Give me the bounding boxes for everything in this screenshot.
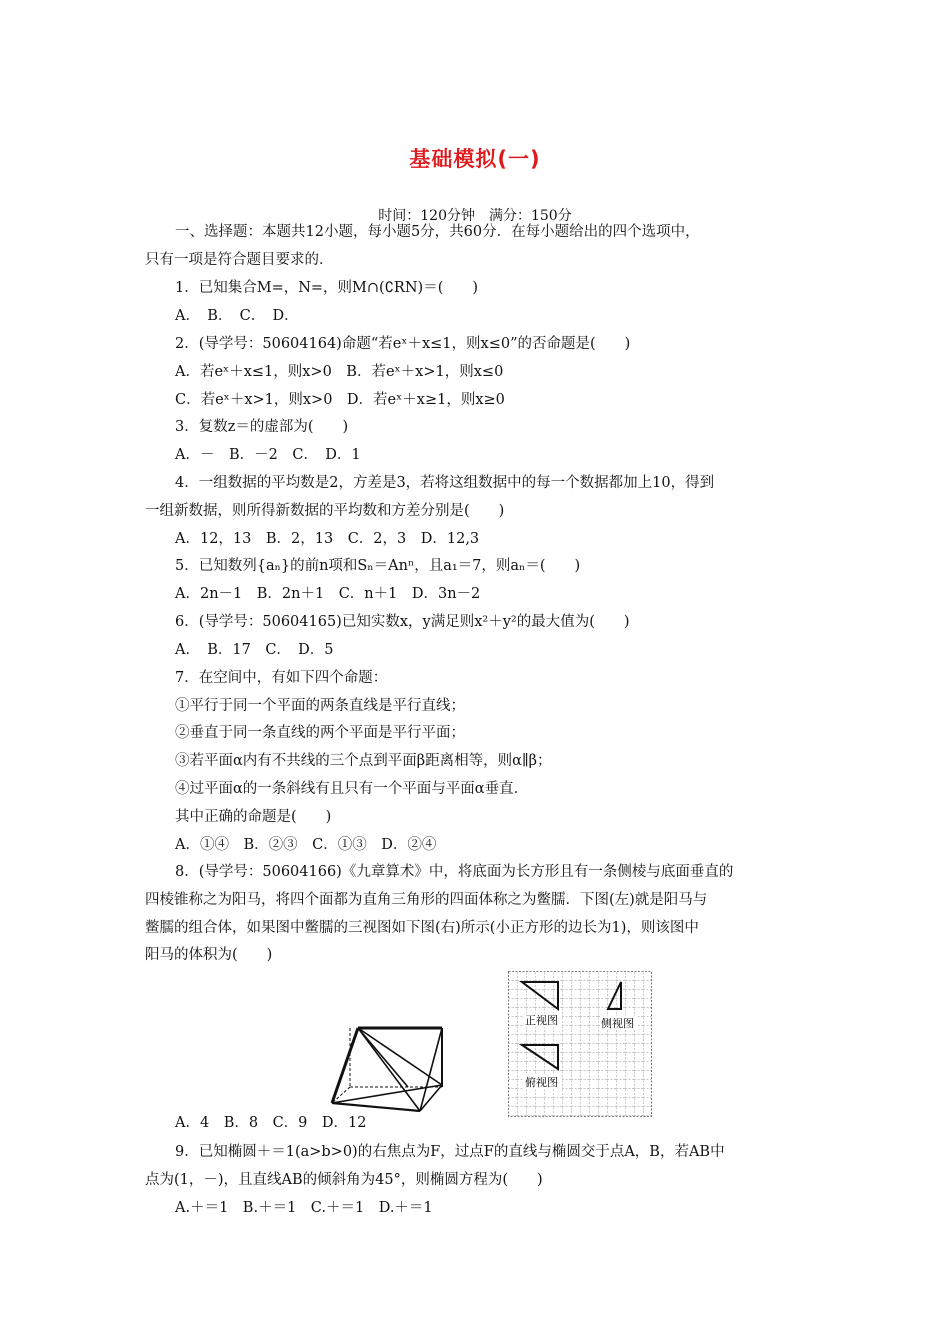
- exam-meta: 时间：120分钟 满分：150分: [378, 208, 572, 224]
- q6-stem: 6．(导学号：50604165)已知实数x，y满足则x²＋y²的最大值为( ): [175, 614, 630, 630]
- q7-options: A．①④ B．②③ C．①③ D．②④: [175, 837, 437, 853]
- q4-stem-cont: 一组新数据，则所得新数据的平均数和方差分别是( ): [145, 503, 505, 519]
- page-title: 基础模拟(一): [409, 147, 541, 171]
- q5-stem: 5．已知数列{aₙ}的前n项和Sₙ＝Anⁿ，且a₁＝7，则aₙ＝( ): [175, 558, 581, 574]
- section-intro-cont: 只有一项是符合题目要求的．: [145, 252, 334, 268]
- q7-stem: 7．在空间中，有如下四个命题：: [175, 670, 388, 686]
- q7-item-2: ②垂直于同一条直线的两个平面是平行平面；: [175, 725, 465, 741]
- q9-options: A.＋＝1 B.＋＝1 C.＋＝1 D.＋＝1: [175, 1200, 433, 1216]
- side-view-label: 侧视图: [601, 1017, 634, 1030]
- q2-options-line1: A．若eˣ＋x≤1，则x>0 B．若eˣ＋x>1，则x≤0: [175, 364, 504, 380]
- q1-options: A． B． C． D．: [175, 308, 299, 324]
- q8-options: A．4 B．8 C．9 D．12: [175, 1115, 367, 1131]
- q8-stem: 8．(导学号：50604166)《九章算术》中，将底面为长方形且有一条侧棱与底面垂直的: [175, 864, 734, 880]
- q4-options: A．12，13 B．2，13 C．2，3 D．12,3: [175, 531, 480, 547]
- top-view-label: 俯视图: [525, 1076, 558, 1089]
- front-view-label: 正视图: [525, 1014, 558, 1027]
- q7-item-4: ④过平面α的一条斜线有且只有一个平面与平面α垂直．: [175, 781, 529, 797]
- section-intro: 一、选择题：本题共12小题，每小题5分，共60分．在每小题给出的四个选项中，: [175, 224, 700, 240]
- q9-stem: 9．已知椭圆＋＝1(a>b>0)的右焦点为F，过点F的直线与椭圆交于点A，B，若AB中: [175, 1144, 725, 1160]
- q4-stem: 4．一组数据的平均数是2，方差是3，若将这组数据中的每一个数据都加上10，得到: [175, 475, 715, 491]
- q3-stem: 3．复数z＝的虚部为( ): [175, 419, 349, 435]
- q7-item-1: ①平行于同一个平面的两条直线是平行直线；: [175, 698, 465, 714]
- q1-stem: 1．已知集合M=，N=，则M∩(∁RN)＝( ): [175, 280, 479, 296]
- three-view-grid-figure: [508, 971, 652, 1117]
- q8-stem-cont-3: 阳马的体积为( ): [145, 947, 273, 963]
- q8-stem-cont-2: 鳖臑的组合体，如果图中鳖臑的三视图如下图(右)所示(小正方形的边长为1)，则该图中: [145, 920, 699, 936]
- q2-options-line2: C．若eˣ＋x>1，则x>0 D．若eˣ＋x≥1，则x≥0: [175, 392, 505, 408]
- yangma-bienao-solid-figure: [330, 1025, 445, 1117]
- q2-stem: 2．(导学号：50604164)命题“若eˣ＋x≤1，则x≤0”的否命题是( ): [175, 336, 631, 352]
- q7-item-3: ③若平面α内有不共线的三个点到平面β距离相等，则α∥β；: [175, 753, 552, 769]
- q6-options: A． B．17 C． D．5: [175, 642, 334, 658]
- q7-question: 其中正确的命题是( ): [175, 809, 332, 825]
- q8-stem-cont-1: 四棱锥称之为阳马，将四个面都为直角三角形的四面体称之为鳖臑．下图(左)就是阳马与: [145, 892, 708, 908]
- q5-options: A．2n－1 B．2n＋1 C．n＋1 D．3n－2: [175, 586, 481, 602]
- q3-options: A．－ B．－2 C． D．1: [175, 447, 361, 463]
- q9-stem-cont: 点为(1，－)，且直线AB的倾斜角为45°，则椭圆方程为( ): [145, 1172, 543, 1188]
